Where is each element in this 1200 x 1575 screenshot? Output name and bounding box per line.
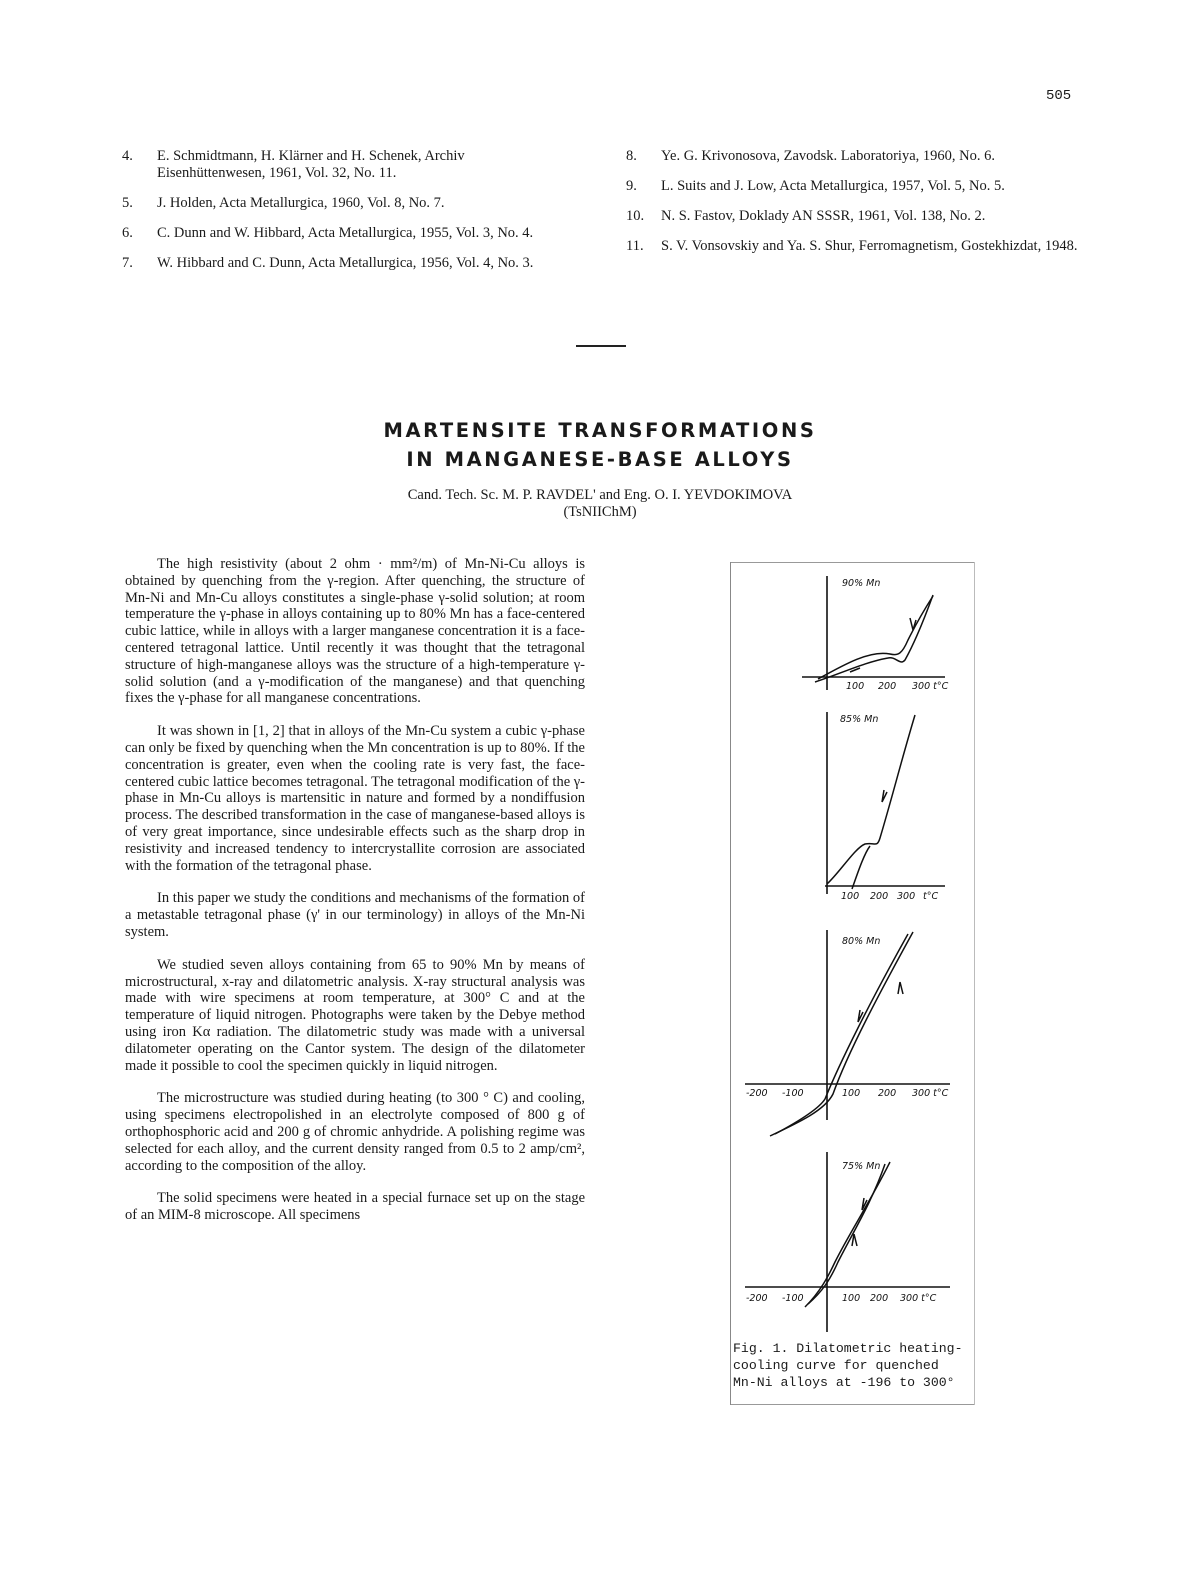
panel-85-mn bbox=[825, 712, 945, 902]
figure-frame-bottom bbox=[731, 1404, 974, 1405]
panel-75-mn bbox=[745, 1152, 950, 1332]
panel-1-tick-label: 200 bbox=[878, 681, 897, 692]
panel-1-tick-label: 100 bbox=[846, 681, 865, 692]
panel-3-tick-label: 200 bbox=[878, 1088, 897, 1099]
panel-2-tick-label: 100 bbox=[841, 891, 860, 902]
reference-text: S. V. Vonsovskiy and Ya. S. Shur, Ferromagnetism, Gostekhizdat, 1948. bbox=[661, 238, 1078, 254]
reference-item bbox=[626, 148, 1091, 165]
body-paragraph: The microstructure was studied during heating (to 300 ° C) and cooling, using specimens electropolished in an electrolyte composed of 800 g of orthophosphoric acid and 200 g of chromic anhydride. A polishing regime was selected for each alloy, and the current density ranged from 0.5 to 2 amp/cm², according to the composition of the alloy. bbox=[125, 1090, 585, 1174]
reference-item bbox=[122, 225, 572, 242]
panel-4-tick-label: 300 t°C bbox=[900, 1293, 937, 1304]
reference-item bbox=[626, 238, 1091, 255]
panel-3-tick-label: -100 bbox=[782, 1088, 804, 1099]
article-byline bbox=[0, 487, 1200, 521]
panel-1-label: 90% Mn bbox=[842, 578, 881, 589]
reference-item bbox=[122, 148, 572, 182]
panel-3-tick-label: 100 bbox=[842, 1088, 861, 1099]
panel-4-label: 75% Mn bbox=[842, 1161, 881, 1172]
reference-number: 10. bbox=[626, 208, 645, 224]
panel-2-tick-label: t°C bbox=[923, 891, 939, 902]
panel-3-arrow bbox=[898, 982, 903, 994]
body-paragraph: The high resistivity (about 2 ohm · mm²/m) of Mn-Ni-Cu alloys is obtained by quenching from the γ-region. After quenching, the structure of Mn-Ni and Mn-Cu alloys constitutes a single-phase γ-solid solution; at room temperature the γ-phase in alloys containing up to 80% Mn has a face-centered cubic lattice, while in alloys with a larger manganese concentration it is a face-centered tetragonal lattice. Until recently it was thought that the tetragonal structure of high-manganese alloys was the structure of a high-temperature γ-solid solution (and a γ-modification of the manganese) and that quenching fixes the γ-phase for all manganese concentrations. bbox=[125, 556, 585, 707]
reference-number: 7. bbox=[122, 255, 133, 271]
panel-3-cooling-curve bbox=[775, 934, 908, 1134]
article-title-line-2: IN MANGANESE-BASE ALLOYS bbox=[406, 448, 794, 471]
reference-number: 4. bbox=[122, 148, 133, 164]
reference-number: 9. bbox=[626, 178, 637, 194]
article-title bbox=[0, 416, 1200, 474]
panel-4-tick-label: 200 bbox=[870, 1293, 889, 1304]
panel-4-cooling-curve bbox=[808, 1164, 885, 1304]
figure-caption-line: Fig. 1. Dilatometric heating- bbox=[733, 1341, 963, 1356]
reference-text: L. Suits and J. Low, Acta Metallurgica, 1957, Vol. 5, No. 5. bbox=[661, 178, 1005, 194]
reference-text: W. Hibbard and C. Dunn, Acta Metallurgica, 1956, Vol. 4, No. 3. bbox=[157, 255, 534, 271]
panel-2-tick-label: 300 bbox=[897, 891, 916, 902]
reference-item bbox=[626, 178, 1091, 195]
panel-1-heating-curve bbox=[815, 595, 933, 682]
panel-1-tick-label: 300 t°C bbox=[912, 681, 949, 692]
page-number: 505 bbox=[1046, 88, 1072, 104]
reference-item bbox=[626, 208, 1091, 225]
dilatometric-figure bbox=[730, 562, 973, 1342]
references-left-column bbox=[122, 148, 572, 285]
panel-2-label: 85% Mn bbox=[840, 714, 879, 725]
reference-number: 5. bbox=[122, 195, 133, 211]
figure-caption-line: cooling curve for quenched bbox=[733, 1358, 939, 1373]
panel-4-tick-label: 100 bbox=[842, 1293, 861, 1304]
body-paragraph: In this paper we study the conditions and mechanisms of the formation of a metastable tetragonal phase (γ' in our terminology) in alloys of the Mn-Ni system. bbox=[125, 890, 585, 940]
panel-80-mn bbox=[745, 930, 950, 1136]
section-divider bbox=[576, 345, 626, 347]
panel-2-heating-curve bbox=[827, 715, 915, 884]
reference-text: C. Dunn and W. Hibbard, Acta Metallurgica, 1955, Vol. 3, No. 4. bbox=[157, 225, 534, 241]
article-title-line-1: MARTENSITE TRANSFORMATIONS bbox=[383, 419, 817, 442]
reference-number: 6. bbox=[122, 225, 133, 241]
body-paragraph: The solid specimens were heated in a special furnace set up on the stage of an MIM-8 microscope. All specimens bbox=[125, 1190, 585, 1224]
reference-item bbox=[122, 255, 572, 272]
panel-3-tick-label: -200 bbox=[746, 1088, 768, 1099]
figure-caption bbox=[733, 1340, 963, 1391]
reference-text: N. S. Fastov, Doklady AN SSSR, 1961, Vol. 138, No. 2. bbox=[661, 208, 986, 224]
reference-text: J. Holden, Acta Metallurgica, 1960, Vol. 8, No. 7. bbox=[157, 195, 445, 211]
panel-4-tick-label: -200 bbox=[746, 1293, 768, 1304]
reference-item bbox=[122, 195, 572, 212]
panel-2-tick-label: 200 bbox=[870, 891, 889, 902]
reference-text: E. Schmidtmann, H. Klärner and H. Schenek, Archiv Eisenhüttenwesen, 1961, Vol. 32, No. 11. bbox=[157, 148, 465, 181]
reference-number: 11. bbox=[626, 238, 644, 254]
reference-number: 8. bbox=[626, 148, 637, 164]
panel-4-arrow bbox=[852, 1234, 857, 1246]
body-paragraph: We studied seven alloys containing from 65 to 90% Mn by means of microstructural, x-ray and dilatometric analysis. X-ray structural analysis was made with wire specimens at room temperature, at 300° C and at the temperature of liquid nitrogen. Photographs were taken by the Debye method using iron Kα radiation. The dilatometric study was made with a universal dilatometer operating on the Cantor system. The design of the dilatometer made it possible to cool the specimen quickly in liquid nitrogen. bbox=[125, 956, 585, 1074]
figure-caption-line: Mn-Ni alloys at -196 to 300° bbox=[733, 1375, 955, 1390]
reference-text: Ye. G. Krivonosova, Zavodsk. Laboratoriya, 1960, No. 6. bbox=[661, 148, 995, 164]
body-paragraph: It was shown in [1, 2] that in alloys of the Mn-Cu system a cubic γ-phase can only be fixed by quenching when the Mn concentration is up to 80%. If the concentration is greater, even when the cooling rate is very fast, the face-centered cubic lattice becomes tetragonal. The tetragonal modification of the γ-phase in Mn-Cu alloys is martensitic in nature and formed by a nondiffusion process. The described transformation in the case of manganese-based alloys is of very great importance, since undesirable effects such as the sharp drop in resistivity and increased tendency to intercrystallite corrosion are associated with the formation of the tetragonal phase. bbox=[125, 723, 585, 874]
panel-4-tick-label: -100 bbox=[782, 1293, 804, 1304]
affiliation: (TsNIIChM) bbox=[563, 504, 637, 520]
panel-1-arrow bbox=[910, 618, 916, 630]
panel-90-mn bbox=[802, 576, 949, 692]
panel-2-arrow bbox=[882, 790, 887, 802]
authors: Cand. Tech. Sc. M. P. RAVDEL' and Eng. O. I. YEVDOKIMOVA bbox=[407, 487, 793, 503]
panel-3-label: 80% Mn bbox=[842, 936, 881, 947]
panel-3-tick-label: 300 t°C bbox=[912, 1088, 949, 1099]
article-body bbox=[125, 556, 585, 1240]
references-right-column bbox=[626, 148, 1091, 268]
